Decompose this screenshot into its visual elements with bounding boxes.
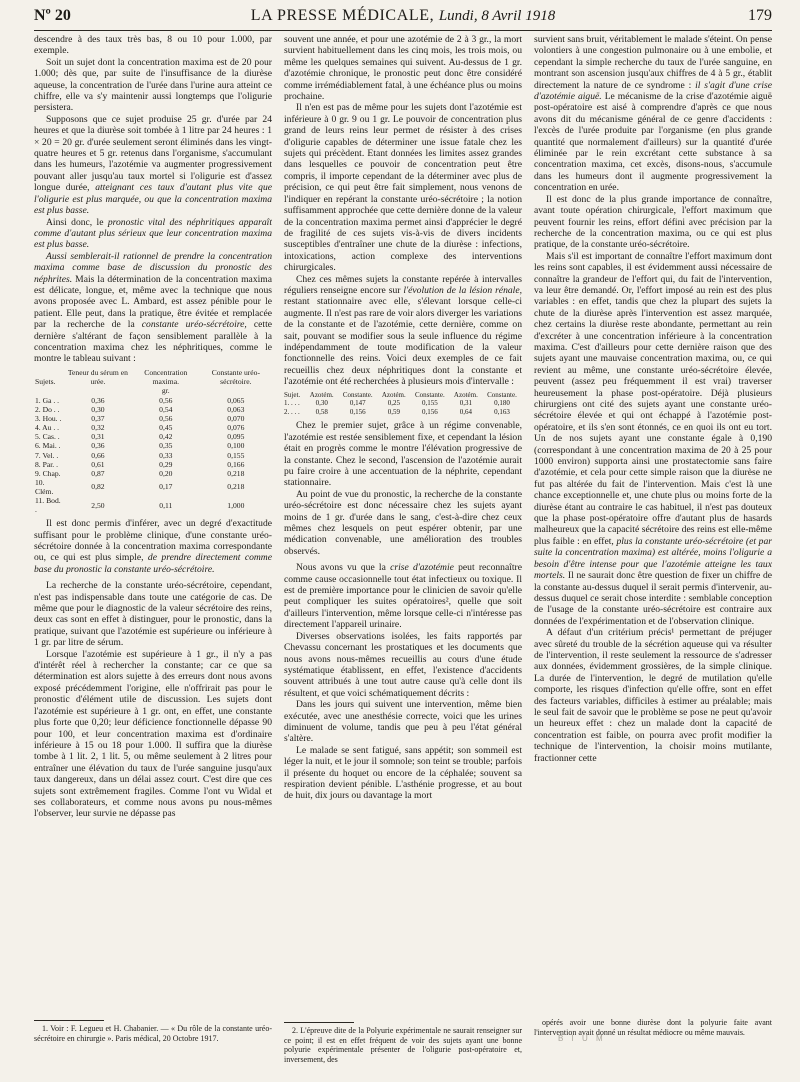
table-cell: 8. Par. . (35, 459, 58, 469)
table-cell: 0,180 (494, 399, 510, 408)
table-row (34, 441, 272, 450)
library-watermark: B I U M (558, 1034, 606, 1043)
table-cell: 1. . . . (284, 399, 300, 408)
table-header: Constante uréo-sécrétoire. (211, 367, 260, 386)
table-cell: 1. Ga . . (35, 395, 60, 405)
table-cell: 3. Hou. . (35, 414, 62, 424)
table-cell: 1,000 (227, 500, 245, 510)
table-cell: 0,100 (227, 441, 245, 451)
footnote-block-2 (284, 1018, 522, 1064)
journal-name: LA PRESSE MÉDICALE, (250, 7, 435, 24)
data-table-concentration (34, 368, 272, 514)
column-2 (284, 34, 522, 1074)
paragraph: Chez le premier sujet, grâce à un régime convenable, l'azotémie est restée sensiblement fixe, et cependant la lésion était en progrès comme le montre l'élévation progressive de la constante. Chez le second, l'ascension de l'azotémie aurait pu faire croire à une accentuation de la néphrite, cependant stationnaire. (284, 420, 522, 489)
paragraph: Au point de vue du pronostic, la recherche de la constante uréo-sécrétoire est donc nécessaire chez les sujets ayant moins de 1 gr. d'urée dans le sang, c'est-à-dire chez ceux mêmes chez lesquels on peut espérer obtenir, par une médication convenable, une amélioration des troubles observés. (284, 488, 522, 557)
table-row (34, 423, 272, 432)
table-row (34, 432, 272, 441)
paragraph: Dans les jours qui suivent une intervention, même bien exécutée, avec une anesthésie correcte, voici que les urines diminuent de volume, tandis que peu à peu l'état général s'altère. (284, 699, 522, 745)
table-cell: 0,20 (159, 468, 173, 478)
table-cell: 2. Do . . (35, 405, 60, 415)
paragraph: Soit un sujet dont la concentration maxima est de 20 pour 1.000; dès que, par suite de l'insuffisance de la diurèse aqueuse, la concentration de l'urée dans l'urine aura atteint ce chiffre, elle va s'y maintenir aussi longtemps que l'oligurie persistera. (34, 56, 272, 114)
table-row (34, 451, 272, 460)
table-header: Azotém. (453, 390, 478, 399)
table-cell: 0,82 (91, 482, 105, 492)
paragraph: Supposons que ce sujet produise 25 gr. d'urée par 24 heures et que la diurèse soit tombée à 1 litre par 24 heures : 1 × 20 = 20 gr. d'urée seulement seront éliminés dans les vingt-quatre heures et 5 gr. retenus dans l'organisme, s'accumulant dans les humeurs, l'azotémie va augmenter progressivement pouvant aller jusqu'au taux mortel si l'oligurie est d'assez longue durée, atteignant ces taux d'autant plus vite que l'oligurie est plus marquée, ou que la concentration maxima est plus basse. (34, 113, 272, 217)
table-cell: 5. Cas. . (35, 432, 60, 442)
table-cell: 0,156 (349, 407, 366, 416)
paragraph: Il n'en est pas de même pour les sujets dont l'azotémie est inférieure à 0 gr. 9 ou 1 gr. Le pouvoir de concentration plus grand de leurs reins leur permet de résister à des crises d'oligurie capables de déterminer une issue fatale chez les sujets qui précèdent. Etant données les limites assez grandes dans lesquelles ce pouvoir de concentration peut être compris, il importe cependant de la déterminer avec plus de précision, ce qui peut être fait simplement, nous venons de l'indiquer en repérant la constante uréo-sécrétoire ; la notion suffisamment approchée que cette dernière donne de la valeur de la concentration maxima permet ainsi d'apprécier le degré de fragilité de ces sujets vis-à-vis de divers incidents susceptibles d'entraîner une chute de la diurèse : infections, intoxications, action complexe des interventions chirurgicales. (284, 102, 522, 274)
table-row (34, 405, 272, 414)
table-cell: 0,065 (227, 395, 245, 405)
table-cell: 11. Bod. . (35, 496, 61, 515)
paragraph: descendre à des taux très bas, 8 ou 10 pour 1.000, par exemple. (34, 34, 272, 57)
table-cell: 0,11 (159, 500, 173, 510)
table-cell: 0,095 (227, 432, 245, 442)
footnote: 1. Voir : F. Legueu et H. Chabanier. — « Du rôle de la constante uréo-sécrétoire en chirurgie ». Paris médical, 20 Octobre 1917. (34, 1024, 272, 1043)
footnote-block-1 (34, 1016, 272, 1043)
table-cell: 0,87 (91, 468, 105, 478)
table-row (34, 496, 272, 514)
table-cell: 0,37 (91, 414, 105, 424)
table-cell: 0,156 (421, 407, 438, 416)
table-row (34, 478, 272, 496)
table-cell: 0,063 (227, 405, 245, 415)
article-columns (34, 34, 772, 1076)
table-cell: 0,56 (159, 414, 173, 424)
column-3 (534, 34, 772, 1074)
table-header: Azotém. (381, 390, 406, 399)
issue-date: Lundi, 8 Avril 1918 (438, 8, 556, 24)
table-row (284, 399, 522, 408)
table-cell: 0,42 (159, 432, 173, 442)
table-header: Constante. (342, 390, 373, 399)
table-cell: 0,31 (91, 432, 105, 442)
table-cell: 0,59 (387, 407, 400, 416)
footnote: 2. L'épreuve dite de la Polyurie expérimentale ne saurait renseigner sur ce point; il est en effet fréquent de voir des sujets ayant une bonne polyurie expérimentale présenter de l'oligurie post-opératoire et, inversement, des (284, 1026, 522, 1064)
table-cell: 0,33 (159, 450, 173, 460)
table-header: Concentration maxima. (144, 367, 188, 386)
table-header: Sujets. (35, 376, 56, 386)
table-cell: 0,36 (91, 395, 105, 405)
journal-title (34, 7, 772, 25)
table-header: Constante. (487, 390, 517, 399)
table-cell: 10. Clém. (35, 477, 54, 496)
table-row (34, 469, 272, 478)
table-unit: gr. (161, 386, 170, 396)
paragraph: Le malade se sent fatigué, sans appétit; son sommeil est léger la nuit, et le jour il somnole; son teint se trouble; parfois il présente du hoquet ou encore de la céphalée; souvent sa respiration devient pénible. L'asthénie progresse, et au bout de huit, dix jours ou davantage la mort (284, 744, 522, 802)
issue-number: Nº 20 (34, 7, 71, 24)
paragraph: A défaut d'un critérium précis¹ permettant de préjuger avec sûreté du trouble de la sécrétion aqueuse qui va résulter de l'intervention, il reste seulement la ressource de s'adresser aux données, évidemment grossières, de la simple clinique. La durée de l'intervention, le degré de mutilation qu'elle comporte, les risques d'infection qu'elle offre, sont en effet des facteurs variables, difficiles à estimer au préalable; mais le seul fait de savoir que le problème se pose ne peut qu'avoir un heureux effet : chez un malade dont la capacité de concentration est faible, on pourra avec profit modifier la technique de l'intervention, la choisir moins mutilante, fractionner cette (534, 627, 772, 764)
paragraph: Aussi semblerait-il rationnel de prendre la concentration maxima comme base de discussion du pronostic des néphrites. Mais la détermination de la concentration maxima est délicate, longue, et, même avec la technique que nous avons proposée avec L. Ambard, est assez pénible pour le patient. Elle peut, dans la pratique, être évitée et remplacée par la recherche de la constante uréo-sécrétoire, cette dernière s'altérant de façon sensiblement parallèle à la concentration maxima chez les néphritiques, comme le montre le tableau suivant : (34, 250, 272, 365)
table-cell: 0,29 (159, 459, 173, 469)
table-cell: 0,155 (421, 399, 438, 408)
table-header: Azotém. (309, 390, 334, 399)
table-cell: 0,30 (91, 405, 105, 415)
paragraph: Chez ces mêmes sujets la constante repérée à intervalles réguliers renseigne encore sur l'évolution de la lésion rénale, restant stationnaire avec elle, s'élevant lorsque celle-ci augmente. Il n'est pas rare de voir alors diverger les variations de la constante et de l'azotémie, cette dernière, comme on sait, pouvant se modifier sous la seule influence du régime indépendamment de toute modification de la valeur fonctionnelle des reins. Voici deux exemples de ce fait recueillis chez deux néphritiques dont la constante et l'azotémie ont été recherchées à plusieurs mois d'intervalle : (284, 273, 522, 388)
paragraph: Lorsque l'azotémie est supérieure à 1 gr., il n'y a pas d'intérêt réel à rechercher la constante; car ce que sa détermination est alors sujette à des erreurs dont nous avons exposé précédemment l'origine, elle n'offrirait pas pour le pronostic d'élément utile de discussion. Les sujets dont l'azotémie est supérieure à 1 gr. ont, en effet, une constante plus forte que 0,20; leur déficience fonctionnelle dépasse 90 pour 100, et leur concentration maxima est d'ordinaire inférieure à 15 ou 18 pour 1.000. Il suffira que la diurèse tombe à 1 lit. 2, 1 lit. 5, ou même seulement à 2 litres pour entraîner une élévation du taux de l'urée sanguine jusqu'aux taux dangereux, dans un délai assez court. C'est dire que ces sujets sont extrêmement fragiles. Comme l'ont vu Widal et ses collaborateurs, et comme nous avons pu nous-mêmes l'observer, leur survie ne dépasse pas (34, 648, 272, 820)
paragraph: La recherche de la constante uréo-sécrétoire, cependant, n'est pas indispensable dans toute une catégorie de cas. De même que pour le diagnostic de la valeur sécrétoire des reins, deux cas sont en effet à distinguer, pour le pronostic, dans la pratique, suivant que l'azotémie est supérieure ou inférieure à 1 gr. par litre de sérum. (34, 580, 272, 649)
table-cell: 0,17 (159, 482, 173, 492)
paragraph: souvent une année, et pour une azotémie de 2 à 3 gr., la mort survient habituellement dans les cinq mois, les trois mois, ou même les quelques semaines qui suivent. Au-dessus de 1 gr. d'azotémie chronique, le pronostic peut donc être considéré comme irrémédiablement fatal, à une échéance plus ou moins prochaine. (284, 34, 522, 103)
table-header: Constante. (414, 390, 445, 399)
table-cell: 0,166 (227, 459, 245, 469)
table-cell: 0,64 (459, 407, 473, 416)
paragraph: Mais s'il est important de connaître l'effort maximum dont les reins sont capables, il est évidemment aussi nécessaire de connaître la grandeur de l'effort qui, du fait de l'intervention, va leur être demandé. Or, l'effort imposé au rein est des plus variables : en effet, tandis que chez la plupart des sujets la chute de la diurèse après l'intervention est assez marquée, chez certains la diurèse reste abondante, permettant au rein d'excréter à une concentration inférieure à la concentration maxima. C'est d'ailleurs pour cette dernière raison que des sujets ayant une mauvaise concentration maxima, ou, ce qui revient au même, une constante uréo-sécrétoire élevée, peuvent (assez peu fréquemment il est vrai) traverser heureusement la phase post-opératoire. Déjà plusieurs chirurgiens ont cité des sujets ayant une constante uréo-sécrétoire élevée et qui ont échappé à l'azotémie post-opératoire, et ils s'en sont étonnés, ce en quoi ils ont eu tort. Un de nos sujets ayant une constante égale à 0,190 (correspondant à une concentration maxima de 20 à 25 pour 1000 environ) supporta ainsi une prostatectomie sans faire d'azotémie, et cela pour cette simple raison que la diurèse ne fut pas altérée du fait de l'intervention. Mais c'est là une chance exceptionnelle et, une chute plus ou moins forte de la diurèse étant au contraire le cas habituel, il n'est pas douteux que la phase post-opératoire offre d'autant plus de hasards malheureux que la capacité sécrétoire des reins est elle-même plus faible : en effet, plus la constante uréo-sécrétoire (et par suite la concentration maxima) est altérée, moins l'oligurie a besoin d'être intense pour que l'azotémie atteigne les taux mortels. Il ne saurait donc être question de fixer un chiffre de la constante au-dessus duquel il serait permis d'intervenir, au-dessus duquel ce serait chose interdite : semblable conception de l'usage de la constante uréo-sécrétoire est contraire aux données de l'expérimentation et de l'observation clinique. (534, 250, 772, 627)
column-1 (34, 34, 272, 1074)
table-cell: 0,61 (91, 459, 105, 469)
paragraph: Il est donc de la plus grande importance de connaître, avant toute opération chirurgicale, l'effort maximum que peuvent fournir les reins, effort défini avec précision par la recherche de la concentration maxima, ou ce qui est plus pratique, de la constante uréo-sécrétoire. (534, 193, 772, 251)
table-cell: 7. Vel. . (35, 450, 59, 460)
table-cell: 4. Au . . (35, 423, 60, 433)
table-cell: 9. Chap. (35, 468, 61, 478)
page-number: 179 (748, 7, 772, 24)
data-table-evolution (284, 391, 522, 417)
table-cell: 2,50 (91, 500, 105, 510)
table-cell: 0,36 (91, 441, 105, 451)
table-header: Teneur du sérum en urée. (67, 367, 128, 386)
paragraph: Diverses observations isolées, les faits rapportés par Chevassu concernant les prostatiques et les documents que nous avons nous-mêmes recueillis au cours d'une étude systématique établissent, en effet, l'existence d'accidents souvent attribués à une tout autre cause qu'à celle dont ils résultent, et que voici schématiquement décrits : (284, 630, 522, 699)
table-cell: 0,58 (315, 407, 328, 416)
table-cell: 0,25 (387, 399, 400, 408)
table-header: Sujet. (284, 390, 301, 399)
table-cell: 2. . . . (284, 407, 300, 416)
paragraph: Il est donc permis d'inférer, avec un degré d'exactitude suffisant pour le problème clinique, d'une constante uréo-sécrétoire donnée à la concentration maxima correspondante ou, ce qui est plus simple, de prendre directement comme base du pronostic la constante uréo-sécrétoire. (34, 518, 272, 575)
table-cell: 0,66 (91, 450, 105, 460)
table-cell: 0,30 (315, 399, 328, 408)
table-cell: 0,35 (159, 441, 173, 451)
table-cell: 0,45 (159, 423, 173, 433)
page-header (34, 6, 772, 31)
paragraph: Ainsi donc, le pronostic vital des néphritiques apparaît comme d'autant plus sérieux que leur concentration maxima est plus basse. (34, 216, 272, 251)
table-cell: 0,218 (227, 468, 245, 478)
table-cell: 0,147 (349, 399, 366, 408)
paragraph: Nous avons vu que la crise d'azotémie peut reconnaître comme cause occasionnelle tout état infectieux ou toxique. Il est de première importance pour le clinicien de savoir qu'elle peut compliquer les suites opératoires², quelle que soit d'ailleurs l'intervention, même lorsque celle-ci n'intéresse pas directement l'appareil urinaire. (284, 562, 522, 631)
table-row (34, 396, 272, 405)
table-cell: 0,070 (227, 414, 245, 424)
table-cell: 0,31 (459, 399, 473, 408)
table-cell: 0,163 (494, 407, 510, 416)
table-cell: 0,54 (159, 405, 173, 415)
table-cell: 0,155 (227, 450, 245, 460)
table-cell: 6. Mai. . (35, 441, 61, 451)
footnote: opérés avoir une bonne diurèse dont la polyurie faite avant l'intervention avait donné un résultat médiocre ou même mauvais. (534, 1018, 772, 1037)
table-cell: 0,32 (91, 423, 105, 433)
table-row (34, 460, 272, 469)
table-cell: 0,218 (227, 482, 245, 492)
table-cell: 0,076 (227, 423, 245, 433)
paragraph: survient sans bruit, véritablement le malade s'éteint. On pense volontiers à une congestion pulmonaire ou à une embolie, et cependant la simple recherche du taux de l'urée sanguine, en montrant son ascension jusqu'aux chiffres de 4 à 5 gr., établit directement la nature de ce syndrome : il s'agit d'une crise d'azotémie aiguë. Le mécanisme de la crise d'azotémie aiguë post-opératoire est aisé à comprendre d'après ce que nous avons dit du mécanisme général de ce genre d'accidents : l'excès de l'urée produite par l'organisme (en plus grande quantité que normalement d'ailleurs) sur la quantité d'urée éliminée par le rein excrétant cette substance à sa concentration maxima, cet excès, disons-nous, s'accumule dans les humeurs dont il augmente progressivement la concentration en urée. (534, 34, 772, 194)
table-cell: 0,56 (159, 395, 173, 405)
table-row (284, 408, 522, 417)
table-row (34, 414, 272, 423)
